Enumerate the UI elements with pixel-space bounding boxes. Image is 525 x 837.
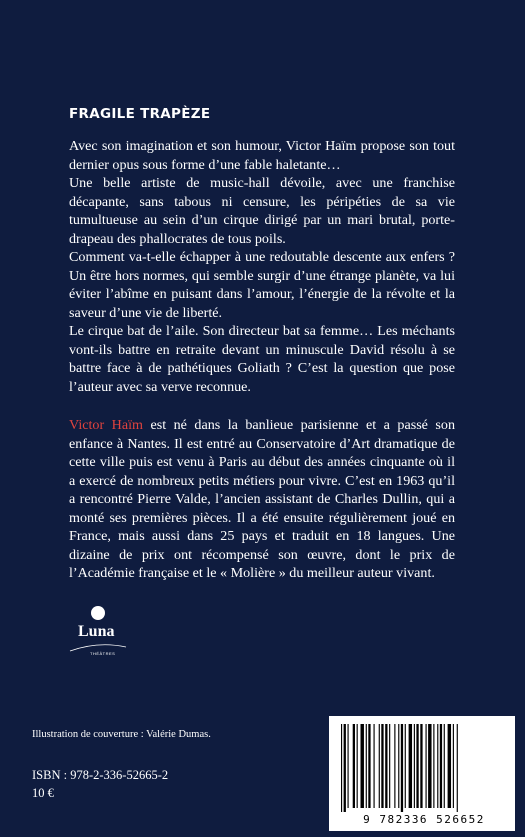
summary-paragraph: Comment va-t-elle échapper à une redoutable descente aux enfers ? Un être hors normes, qui semble surgir d’une étrange planète, va lui éviter l’abîme en puisant dans l’amour, l’énergie de la révolte et la saveur d’une vie de liberté.	[69, 249, 455, 321]
illustration-credit: Illustration de couverture : Valérie Dumas.	[32, 729, 211, 740]
summary-paragraph: Avec son imagination et son humour, Victor Haïm propose son tout dernier opus sous forme d’une fable haletante…	[69, 138, 455, 173]
barcode	[329, 716, 515, 831]
publisher-logo	[58, 598, 138, 668]
summary-paragraph: Le cirque bat de l’aile. Son directeur bat sa femme… Les méchants vont-ils battre en retraite devant un minuscule David résolu à se battre face à de pathétiques Goliath ? C’est la question que pose l’auteur avec sa verve reconnue.	[69, 323, 455, 395]
barcode-number: 9 782336 526652	[363, 813, 485, 826]
summary-text	[69, 137, 455, 396]
bio-text: est né dans la banlieue parisienne et a passé son enfance à Nantes. Il est entré au Conservatoire d’Art dramatique de cette ville puis est venu à Paris au début des années cinquante où il a exercé de nombreux petits métiers pour vivre. C’est en 1963 qu’il a rencontré Pierre Valde, l’ancien assistant de Charles Dullin, qui a monté ses premières pièces. Il a été ensuite régulièrement joué en France, mais aussi dans 25 pays et traduit en 18 langues. Une dizaine de prix ont récompensé son œuvre, dont le prix de l’Académie française et le « Molière » du meilleur auteur vivant.	[69, 417, 455, 581]
book-title: FRAGILE TRAPÈZE	[69, 106, 211, 122]
moon-icon	[91, 606, 105, 620]
author-name: Victor Haïm	[69, 417, 143, 433]
bio-paragraph	[69, 416, 455, 583]
author-bio	[69, 416, 455, 583]
price: 10 €	[32, 786, 54, 800]
logo-subtitle: THÉÂTRES	[90, 651, 116, 656]
isbn: ISBN : 978-2-336-52665-2	[32, 768, 169, 782]
summary-paragraph: Une belle artiste de music-hall dévoile, avec une franchise décapante, sans tabous ni censure, les péripéties de sa vie tumultueuse au sein d’un cirque dirigé par un mari brutal, porte-drapeau des phallocrates de tous poils.	[69, 175, 455, 247]
logo-name: Luna	[78, 623, 115, 640]
